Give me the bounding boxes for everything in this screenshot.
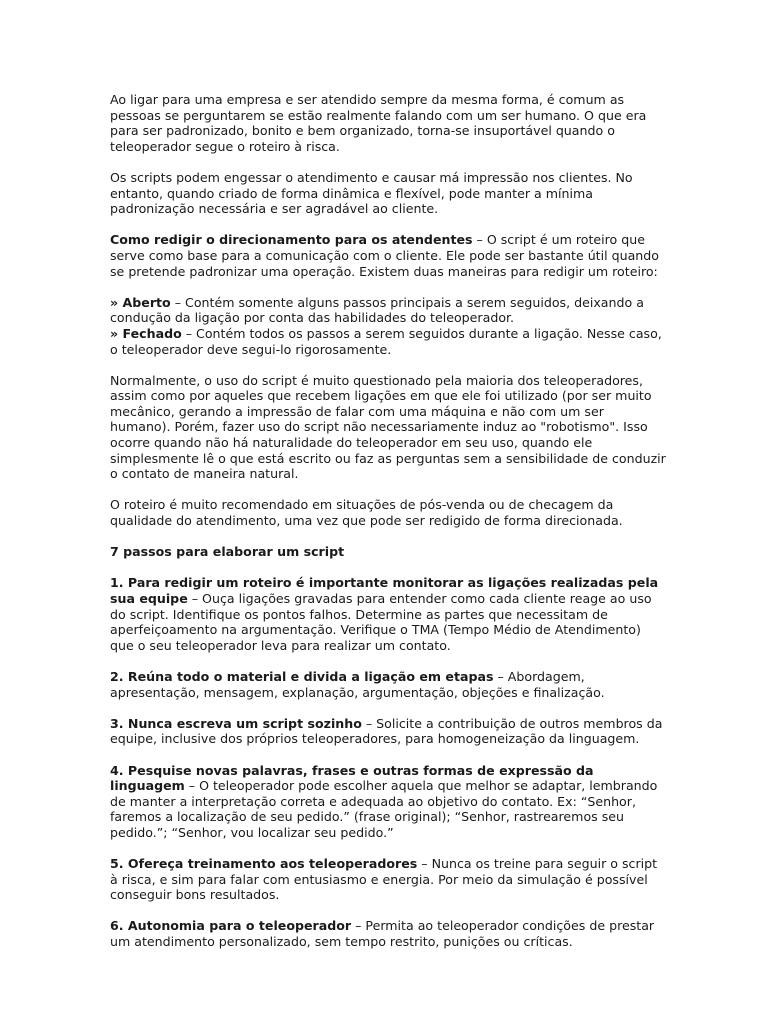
step-6-text: – Permita ao teleoperador condições de prestar um atendimento personalizado, sem tempo restrito, punições ou críticas. bbox=[110, 918, 655, 950]
list-item-open-text: – Contém somente alguns passos principais a serem seguidos, deixando a condução da ligação por conta das habilidades do teleoperador. bbox=[110, 294, 644, 326]
list-item-open bbox=[110, 295, 666, 326]
step-2-text: – Abordagem, apresentação, mensagem, explanação, argumentação, objeções e finalização. bbox=[110, 668, 605, 700]
script-types-list bbox=[110, 295, 666, 357]
step-4 bbox=[110, 763, 666, 841]
paragraph-usage: Normalmente, o uso do script é muito questionado pela maioria dos teleoperadores, assim como por aqueles que recebem ligações em que ele foi utilizado (por ser muito mecânico, gerando a impressão de falar com uma máquina e não com um ser humano). Porém, fazer uso do script não necessariamente induz ao "robotismo". Isso ocorre quando não há naturalidade do teleoperador em seu uso, quando ele simplesmente lê o que está escrito ou faz as perguntas sem a sensibilidade de conduzir o contato de maneira natural. bbox=[110, 372, 666, 482]
step-2-title: 2. Reúna todo o material e divida a ligação em etapas bbox=[110, 668, 494, 684]
step-1-title: 1. Para redigir um roteiro é importante monitorar as ligações realizadas pela sua equipe bbox=[110, 575, 659, 606]
step-5-text: – Nunca os treine para seguir o script à risca, e sim para falar com entusiasmo e energia. Por meio da simulação é possível conseguir bons resultados. bbox=[110, 856, 658, 903]
step-5 bbox=[110, 856, 666, 903]
list-item-closed bbox=[110, 326, 666, 357]
list-item-closed-label: » Fechado bbox=[110, 325, 182, 341]
step-5-title: 5. Ofereça treinamento aos teleoperadores bbox=[110, 856, 418, 872]
subheading-how-to-write: Como redigir o direcionamento para os atendentes bbox=[110, 232, 473, 248]
step-6 bbox=[110, 918, 666, 949]
step-1 bbox=[110, 575, 666, 653]
document-page bbox=[110, 92, 666, 965]
paragraph-scripts: Os scripts podem engessar o atendimento e causar má impressão nos clientes. No entanto, quando criado de forma dinâmica e flexível, pode manter a mínima padronização necessária e ser agradável ao cliente. bbox=[110, 169, 633, 217]
steps-heading: 7 passos para elaborar um script bbox=[110, 544, 345, 560]
paragraph-recommendation: O roteiro é muito recomendado em situações de pós-venda ou de checagem da qualidade do atendimento, uma vez que pode ser redigido de forma direcionada. bbox=[110, 497, 623, 529]
paragraph-how-to-write bbox=[110, 232, 666, 279]
step-6-title: 6. Autonomia para o teleoperador bbox=[110, 918, 352, 934]
paragraph-intro: Ao ligar para uma empresa e ser atendido sempre da mesma forma, é comum as pessoas se perguntarem se estão realmente falando com um ser humano. O que era para ser padronizado, bonito e bem organizado, torna-se insuportável quando o teleoperador segue o roteiro à risca. bbox=[110, 92, 647, 154]
step-3-title: 3. Nunca escreva um script sozinho bbox=[110, 715, 362, 731]
step-3-text: – Solicite a contribuição de outros membros da equipe, inclusive dos próprios teleoperadores, para homogeneização da linguagem. bbox=[110, 715, 663, 747]
paragraph-how-to-write-text: – O script é um roteiro que serve como base para a comunicação com o cliente. Ele pode ser bastante útil quando se pretende padronizar uma operação. Existem duas maneiras para redigir um roteiro: bbox=[110, 232, 659, 279]
step-3 bbox=[110, 716, 666, 747]
list-item-open-label: » Aberto bbox=[110, 294, 171, 310]
step-1-text: – Ouça ligações gravadas para entender como cada cliente reage ao uso do script. Identifique os pontos falhos. Determine as partes que necessitam de aperfeiçoamento na argumentação. Verifique o TMA (Tempo Médio de Atendimento) que o seu teleoperador leva para realizar um contato. bbox=[110, 591, 652, 653]
list-item-closed-text: – Contém todos os passos a serem seguidos durante a ligação. Nesse caso, o teleoperador deve segui-lo rigorosamente. bbox=[110, 325, 662, 357]
step-2 bbox=[110, 669, 666, 700]
step-4-text: – O teleoperador pode escolher aquela que melhor se adaptar, lembrando de manter a interpretação correta e adequada ao objetivo do contato. Ex: “Senhor, faremos a localização de seu pedido.” (frase original); “Senhor, rastrearemos seu pedido.”; “Senhor, vou localizar seu pedido.” bbox=[110, 778, 658, 840]
step-4-title: 4. Pesquise novas palavras, frases e outras formas de expressão da linguagem bbox=[110, 762, 594, 794]
